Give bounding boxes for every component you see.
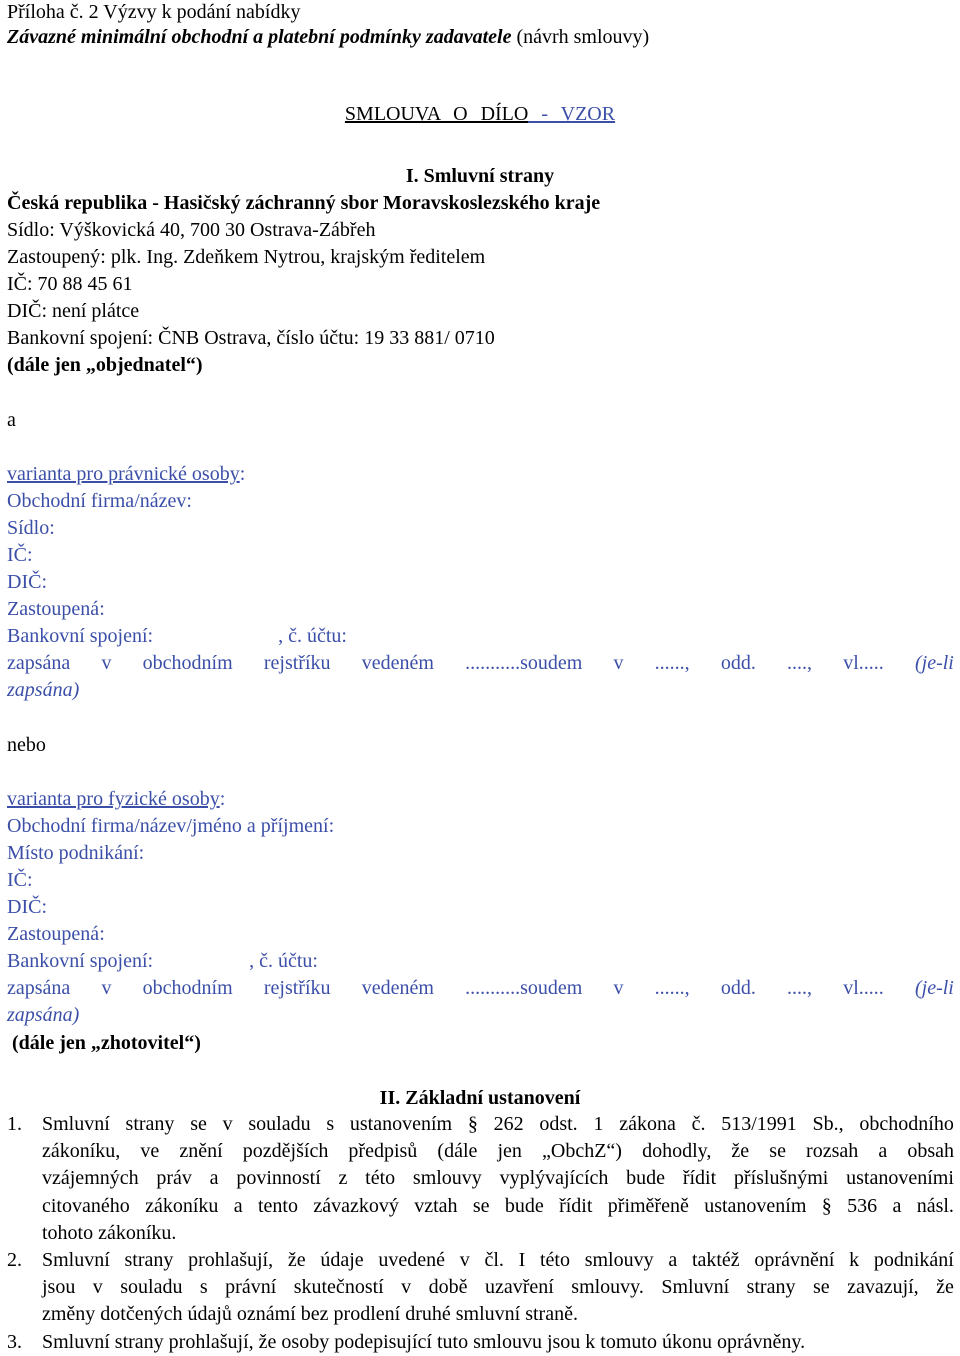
natural-field-place: Místo podnikání:	[7, 842, 145, 864]
paragraph-word: strany	[746, 1276, 796, 1299]
legal-field-bank: Bankovní spojení: , č. účtu:	[7, 625, 347, 647]
paragraph-word: ve	[140, 1140, 160, 1163]
contractor-designation: (dále jen „zhotovitel“)	[12, 1032, 201, 1054]
paragraph-word: s	[326, 1113, 335, 1135]
legal-field-name: Obchodní firma/název:	[7, 490, 192, 512]
register-word: ...........soudem	[465, 977, 583, 999]
paragraph-word: uvedené	[378, 1249, 445, 1271]
paragraph-word: I	[518, 1249, 526, 1271]
paragraph-word: se	[812, 1276, 830, 1299]
paragraph-word: dohodly,	[642, 1140, 712, 1163]
paragraph-word: skutečností	[293, 1276, 384, 1299]
paragraph-word: k	[849, 1249, 860, 1271]
paragraph-word: jsou	[42, 1276, 76, 1299]
section-1-heading: I. Smluvní strany	[405, 165, 555, 187]
paragraph-word: obchodního	[859, 1113, 954, 1135]
legal-field-dic: DIČ:	[7, 571, 47, 593]
paragraph-word: smlouvy	[584, 1249, 654, 1271]
paragraph-word: ustanovením	[704, 1194, 807, 1217]
paragraph-word: přiměřeně	[607, 1194, 689, 1217]
paragraph-word: ustanovením	[349, 1113, 453, 1135]
natural-register-line	[7, 976, 954, 1000]
paragraph-number: 3.	[7, 1331, 22, 1353]
register-word: odd.	[720, 652, 756, 674]
paragraph-line	[42, 1165, 954, 1192]
paragraph-word: zákoníku	[145, 1194, 219, 1217]
title-black: SMLOUVA O DÍLO	[344, 103, 529, 125]
paragraph-word: že	[731, 1140, 750, 1163]
paragraph-word: údaje	[320, 1249, 364, 1271]
register-word: v	[101, 652, 112, 674]
legal-register-tail: zapsána)	[7, 679, 80, 701]
paragraph-word: pozdějších	[242, 1140, 329, 1163]
paragraph-word: odst.	[539, 1113, 578, 1135]
register-word: (je-li	[914, 652, 954, 674]
paragraph-word: s	[199, 1276, 208, 1299]
paragraph-line	[42, 1111, 954, 1138]
paragraph-word: a	[892, 1194, 902, 1217]
natural-field-name: Obchodní firma/název/jméno a příjmení:	[7, 815, 335, 837]
paragraph-word: citovaného	[42, 1194, 130, 1217]
paragraph-text	[42, 1247, 954, 1329]
paragraph-number: 2.	[7, 1249, 22, 1271]
paragraph-word: právní	[225, 1276, 277, 1299]
paragraph-word: vyplývajících	[499, 1167, 609, 1190]
paragraph-word: smlouvy.	[571, 1276, 644, 1299]
paragraph-word: 536	[847, 1194, 878, 1217]
paragraph-word: době	[428, 1276, 468, 1299]
paragraph-word: „ObchZ“)	[542, 1140, 622, 1163]
paragraph-word: uzavření	[484, 1276, 554, 1299]
paragraph-word: bude	[626, 1167, 666, 1190]
paragraph-word: se	[190, 1113, 207, 1135]
paragraph-word: v	[92, 1276, 103, 1299]
conjunction-or: nebo	[7, 734, 46, 756]
paragraph-word: se	[472, 1194, 490, 1217]
paragraph-last-line: změny dotčených údajů oznámí bez prodlení druhé smluvní straně.	[42, 1303, 578, 1326]
paragraph-word: této	[539, 1249, 570, 1271]
register-word: obchodním	[142, 652, 233, 674]
paragraph-word: §	[467, 1113, 478, 1135]
register-word: vedeném	[361, 977, 434, 999]
paragraph-word: souladu	[248, 1113, 311, 1135]
register-word: odd.	[720, 977, 756, 999]
subtitle-bold: Závazné minimální obchodní a platební podmínky zadavatele	[7, 26, 512, 48]
paragraph-word: rozsah	[806, 1140, 859, 1163]
conjunction-and: a	[7, 409, 16, 431]
paragraph-word: v	[459, 1249, 470, 1271]
paragraph-word: této	[365, 1167, 396, 1190]
annex-label: Příloha č. 2 Výzvy k podání nabídky	[7, 1, 301, 23]
paragraph-word: a	[233, 1194, 243, 1217]
paragraph-last-line: Smluvní strany prohlašují, že osoby podepisující tuto smlouvu jsou k tomuto úkonu oprávněny.	[42, 1331, 806, 1353]
natural-person-variant: varianta pro fyzické osoby:	[7, 788, 226, 810]
legal-field-represented: Zastoupená:	[7, 598, 105, 620]
paragraph-line	[42, 1138, 954, 1165]
client-designation: (dále jen „objednatel“)	[7, 354, 203, 376]
paragraph-word: vzájemných	[42, 1167, 139, 1190]
paragraph-word: strany	[125, 1113, 175, 1135]
paragraph-number: 1.	[7, 1113, 22, 1135]
legal-field-seat: Sídlo:	[7, 517, 55, 539]
paragraph-word: oprávnění	[754, 1249, 835, 1271]
paragraph-word: se	[769, 1140, 786, 1163]
contract-title	[0, 102, 960, 126]
paragraph-word: závazkový	[313, 1194, 399, 1217]
paragraph-word: příslušnými	[733, 1167, 829, 1190]
paragraph-word: ustanoveními	[846, 1167, 954, 1190]
paragraph-word: podnikání	[873, 1249, 954, 1271]
paragraph-3	[7, 1329, 954, 1356]
register-word: v	[613, 652, 624, 674]
paragraph-word: (dále	[437, 1140, 478, 1163]
paragraph-word: řídit	[682, 1167, 717, 1190]
legal-entity-variant: varianta pro právnické osoby:	[7, 463, 246, 485]
paragraph-word: zákona	[619, 1113, 676, 1135]
register-word: ....,	[787, 977, 813, 999]
paragraph-word: že	[936, 1276, 954, 1299]
natural-register-tail: zapsána)	[7, 1004, 80, 1026]
paragraph-word: Smluvní	[661, 1276, 730, 1299]
paragraph-word: Smluvní	[42, 1113, 110, 1135]
register-word: vedeném	[361, 652, 434, 674]
title-blue: - VZOR	[528, 103, 616, 125]
paragraph-word: souladu	[120, 1276, 183, 1299]
natural-field-ico: IČ:	[7, 869, 33, 891]
register-word: zapsána	[7, 977, 71, 999]
paragraph-word: povinností	[236, 1167, 321, 1190]
paragraph-word: strany	[124, 1249, 174, 1271]
paragraph-word: smlouvy	[412, 1167, 482, 1190]
paragraph-1	[7, 1111, 954, 1247]
paragraph-word: zavazují,	[847, 1276, 919, 1299]
paragraph-line	[42, 1274, 954, 1301]
paragraph-word: z	[338, 1167, 348, 1190]
paragraph-word: vztah	[414, 1194, 458, 1217]
register-word: ......,	[654, 652, 690, 674]
register-word: ...........soudem	[465, 652, 583, 674]
paragraph-word: 513/1991	[721, 1113, 797, 1135]
client-represented: Zastoupený: plk. Ing. Zdeňkem Nytrou, krajským ředitelem	[7, 246, 486, 268]
legal-register-line	[7, 651, 954, 675]
register-word: vl.....	[843, 652, 884, 674]
subtitle-rest: (návrh smlouvy)	[511, 26, 650, 48]
paragraph-word: zákoníku,	[42, 1140, 121, 1163]
paragraph-word: 262	[493, 1113, 524, 1135]
register-word: v	[101, 977, 112, 999]
natural-field-bank: Bankovní spojení: , č. účtu:	[7, 950, 318, 972]
paragraph-word: prohlašují,	[188, 1249, 274, 1271]
client-party-name: Česká republika - Hasičský záchranný sbor Moravskoslezského kraje	[7, 192, 601, 214]
paragraph-word: 1	[593, 1113, 604, 1135]
register-word: v	[613, 977, 624, 999]
paragraph-line	[42, 1247, 954, 1274]
paragraph-2	[7, 1247, 954, 1329]
paragraph-word: obsah	[907, 1140, 954, 1163]
paragraph-word: v	[222, 1113, 233, 1135]
paragraph-word: znění	[179, 1140, 223, 1163]
register-word: (je-li	[914, 977, 954, 999]
paragraph-word: a	[668, 1249, 678, 1271]
section-2-heading: II. Základní ustanovení	[379, 1087, 581, 1109]
paragraph-word: a	[209, 1167, 219, 1190]
register-word: zapsána	[7, 652, 71, 674]
register-word: vl.....	[843, 977, 884, 999]
paragraph-word: Smluvní	[42, 1249, 110, 1271]
legal-field-ico: IČ:	[7, 544, 33, 566]
paragraph-word: taktéž	[691, 1249, 740, 1271]
paragraph-word: čl.	[484, 1249, 504, 1271]
paragraph-word: práv	[156, 1167, 192, 1190]
natural-field-represented: Zastoupená:	[7, 923, 105, 945]
client-dic: DIČ: není plátce	[7, 300, 140, 322]
client-seat: Sídlo: Výškovická 40, 700 30 Ostrava-Zábřeh	[7, 219, 376, 241]
paragraph-word: §	[821, 1194, 832, 1217]
register-word: rejstříku	[263, 977, 331, 999]
paragraph-text	[42, 1111, 954, 1247]
register-word: ......,	[654, 977, 690, 999]
paragraph-last-line: tohoto zákoníku.	[42, 1221, 177, 1244]
register-word: obchodním	[142, 977, 233, 999]
paragraph-word: násl.	[916, 1194, 954, 1217]
paragraph-word: předpisů	[348, 1140, 418, 1163]
paragraph-word: bude	[504, 1194, 544, 1217]
paragraph-word: a	[878, 1140, 888, 1163]
client-bank: Bankovní spojení: ČNB Ostrava, číslo účtu: 19 33 881/ 0710	[7, 327, 495, 349]
paragraph-word: tento	[257, 1194, 298, 1217]
paragraph-word: že	[287, 1249, 306, 1271]
paragraph-word: jen	[497, 1140, 522, 1163]
paragraph-word: č.	[691, 1113, 706, 1135]
register-word: rejstříku	[263, 652, 331, 674]
client-ico: IČ: 70 88 45 61	[7, 273, 133, 295]
paragraph-word: řídit	[559, 1194, 593, 1217]
paragraph-line	[42, 1193, 954, 1220]
document-subtitle	[7, 25, 649, 49]
paragraph-text	[42, 1329, 954, 1356]
paragraph-word: v	[401, 1276, 412, 1299]
paragraph-word: Sb.,	[812, 1113, 844, 1135]
register-word: ....,	[787, 652, 813, 674]
natural-field-dic: DIČ:	[7, 896, 47, 918]
